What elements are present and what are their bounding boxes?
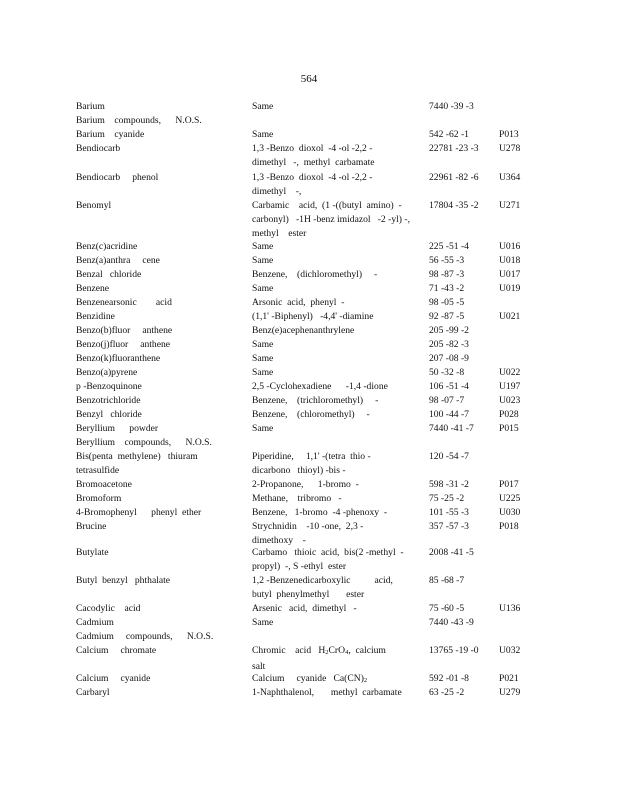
chemical-synonym: Same [252, 353, 274, 364]
cas-number: 63 -25 -2 [429, 687, 465, 698]
chemical-synonym: Benzene, 1-bromo -4 -phenoxy - [252, 507, 388, 518]
chemical-synonym: Same [252, 241, 274, 252]
chemical-synonym: Benzene, (trichloromethyl) - [252, 395, 379, 406]
chemical-name: Cadmium compounds, N.O.S. [76, 631, 214, 642]
chemical-synonym: 1-Naphthalenol, methyl carbamate [252, 687, 402, 698]
chemical-name: Carbaryl [76, 687, 110, 698]
waste-code: U271 [499, 200, 521, 211]
cas-number: 225 -51 -4 [429, 241, 469, 252]
page-number: 564 [300, 73, 318, 85]
cas-number: 17804 -35 -2 [429, 200, 479, 211]
cas-number: 75 -25 -2 [429, 493, 465, 504]
chemical-synonym: Same [252, 129, 274, 140]
chemical-name: p -Benzoquinone [76, 381, 142, 392]
chemical-name: Beryllium compounds, N.O.S. [76, 437, 212, 448]
waste-code: U197 [499, 381, 521, 392]
cas-number: 22781 -23 -3 [429, 143, 479, 154]
cas-number: 50 -32 -8 [429, 367, 465, 378]
chemical-name: Calcium cyanide [76, 673, 151, 684]
cas-number: 205 -82 -3 [429, 339, 469, 350]
waste-code: U032 [499, 645, 521, 656]
waste-code: U136 [499, 603, 521, 614]
chemical-name: Brucine [76, 521, 107, 532]
cas-number: 92 -87 -5 [429, 311, 465, 322]
chemical-synonym: Arsenic acid, dimethyl - [252, 603, 357, 614]
cas-number: 98 -07 -7 [429, 395, 465, 406]
chemical-synonym: 2-Propanone, 1-bromo - [252, 479, 359, 490]
waste-code: U278 [499, 143, 521, 154]
waste-code: U030 [499, 507, 521, 518]
cas-number: 106 -51 -4 [429, 381, 469, 392]
cas-number: 100 -44 -7 [429, 409, 469, 420]
chemical-name: Bromoacetone [76, 479, 132, 490]
cas-number: 75 -60 -5 [429, 603, 465, 614]
chemical-name: Beryllium powder [76, 423, 159, 434]
chemical-name: Barium [76, 101, 105, 112]
waste-code: P015 [499, 423, 519, 434]
cas-number: 592 -01 -8 [429, 673, 469, 684]
chemical-synonym: Same [252, 367, 274, 378]
chemical-name: Benzotrichloride [76, 395, 141, 406]
chemical-synonym: Same [252, 255, 274, 266]
waste-code: U019 [499, 283, 521, 294]
chemical-name: Cadmium [76, 617, 114, 628]
cas-number: 101 -55 -3 [429, 507, 469, 518]
waste-code: U023 [499, 395, 521, 406]
chemical-name: Benzal chloride [76, 269, 142, 280]
chemical-name: Bromoform [76, 493, 122, 504]
waste-code: U279 [499, 687, 521, 698]
chemical-name: Benzyl chloride [76, 409, 142, 420]
waste-code: U364 [499, 172, 521, 183]
cas-number: 7440 -41 -7 [429, 423, 474, 434]
chemical-synonym: Same [252, 283, 274, 294]
waste-code: U021 [499, 311, 521, 322]
chemical-name: Benzidine [76, 311, 115, 322]
cas-number: 71 -43 -2 [429, 283, 465, 294]
chemical-name: Benomyl [76, 200, 112, 211]
chemical-name: Benzo(a)pyrene [76, 367, 138, 378]
cas-number: 85 -68 -7 [429, 575, 465, 586]
chemical-name: Bendiocarb phenol [76, 172, 159, 183]
cas-number: 542 -62 -1 [429, 129, 469, 140]
chemical-name: Bendiocarb [76, 143, 121, 154]
chemical-synonym: Carbamic acid, (1 -((butyl amino) - carbonyl) -1H -benz imidazol -2 -yl) -, methyl ester [252, 200, 410, 239]
cas-number: 120 -54 -7 [429, 451, 469, 462]
chemical-synonym: Same [252, 617, 274, 628]
chemical-synonym: Chromic acid H2CrO4, calcium salt [252, 645, 386, 672]
chemical-name: Butyl benzyl phthalate [76, 575, 171, 586]
chemical-synonym: Same [252, 339, 274, 350]
waste-code: P017 [499, 479, 519, 490]
waste-code: U022 [499, 367, 521, 378]
waste-code: U018 [499, 255, 521, 266]
chemical-name: 4-Bromophenyl phenyl ether [76, 507, 202, 518]
waste-code: P021 [499, 673, 519, 684]
cas-number: 13765 -19 -0 [429, 645, 479, 656]
cas-number: 205 -99 -2 [429, 325, 469, 336]
chemical-synonym: Calcium cyanide Ca(CN)2 [252, 673, 368, 684]
chemical-name: Benz(c)acridine [76, 241, 138, 252]
chemical-synonym: Carbamo thioic acid, bis(2 -methyl - propyl) -, S -ethyl ester [252, 547, 404, 572]
waste-code: U016 [499, 241, 521, 252]
cas-number: 98 -05 -5 [429, 297, 465, 308]
chemical-synonym: Strychnidin -10 -one, 2,3 - dimethoxy - [252, 521, 364, 546]
waste-code: P028 [499, 409, 519, 420]
waste-code: P018 [499, 521, 519, 532]
chemical-synonym: 1,2 -Benzenedicarboxylic acid, butyl phenylmethyl ester [252, 575, 393, 600]
chemical-name: Benzo(j)fluor anthene [76, 339, 171, 350]
cas-number: 207 -08 -9 [429, 353, 469, 364]
chemical-name: Barium compounds, N.O.S. [76, 115, 202, 126]
chemical-synonym: Methane, tribromo - [252, 493, 342, 504]
cas-number: 98 -87 -3 [429, 269, 465, 280]
chemical-synonym: Same [252, 423, 274, 434]
cas-number: 22961 -82 -6 [429, 172, 479, 183]
chemical-synonym: 2,5 -Cyclohexadiene -1,4 -dione [252, 381, 388, 392]
chemical-name: Butylate [76, 547, 109, 558]
waste-code: U017 [499, 269, 521, 280]
waste-code: U225 [499, 493, 521, 504]
cas-number: 598 -31 -2 [429, 479, 469, 490]
chemical-synonym: Same [252, 101, 274, 112]
chemical-synonym: 1,3 -Benzo dioxol -4 -ol -2,2 - dimethyl -, methyl carbamate [252, 143, 375, 168]
chemical-name: Benzenearsonic acid [76, 297, 172, 308]
chemical-name: Barium cyanide [76, 129, 145, 140]
chemical-name: Benzene [76, 283, 110, 294]
chemical-synonym: 1,3 -Benzo dioxol -4 -ol -2,2 - dimethyl -, [252, 172, 373, 197]
waste-code: P013 [499, 129, 519, 140]
cas-number: 7440 -39 -3 [429, 101, 474, 112]
chemical-synonym: Benzene, (dichloromethyl) - [252, 269, 378, 280]
chemical-name: Benzo(k)fluoranthene [76, 353, 161, 364]
chemical-name: Bis(penta methylene) thiuram tetrasulfide [76, 451, 198, 476]
chemical-synonym: Benz(e)acephenanthrylene [252, 325, 355, 336]
cas-number: 7440 -43 -9 [429, 617, 474, 628]
chemical-synonym: Benzene, (chloromethyl) - [252, 409, 370, 420]
chemical-name: Benzo(b)fluor anthene [76, 325, 173, 336]
chemical-synonym: Arsonic acid, phenyl - [252, 297, 345, 308]
chemical-name: Cacodylic acid [76, 603, 141, 614]
cas-number: 56 -55 -3 [429, 255, 465, 266]
chemical-synonym: Piperidine, 1,1' -(tetra thio - dicarbono thioyl) -bis - [252, 451, 371, 476]
chemical-name: Calcium chromate [76, 645, 157, 656]
chemical-synonym: (1,1' -Biphenyl) -4,4' -diamine [252, 311, 374, 322]
chemical-name: Benz(a)anthra cene [76, 255, 160, 266]
cas-number: 2008 -41 -5 [429, 547, 474, 558]
cas-number: 357 -57 -3 [429, 521, 469, 532]
